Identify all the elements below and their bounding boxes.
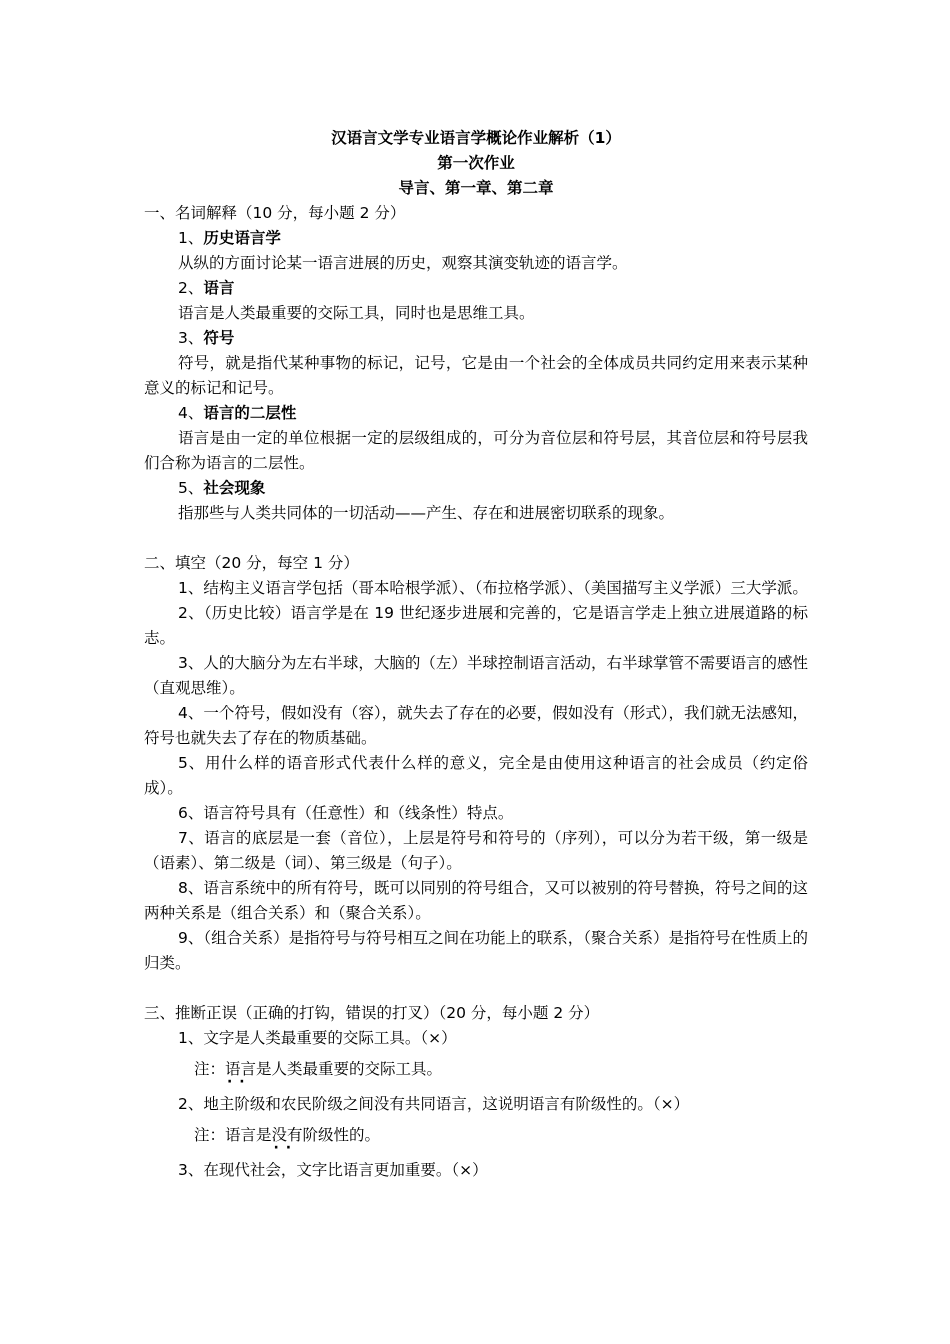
term-definition: 语言是人类最重要的交际工具，同时也是思维工具。 bbox=[178, 304, 535, 322]
term-definition: 指那些与人类共同体的一切活动——产生、存在和进展密切联系的现象。 bbox=[178, 504, 675, 522]
true-false-question: 2、地主阶级和农民阶级之间没有共同语言，这说明语言有阶级性的。（×） bbox=[178, 1095, 690, 1113]
term-name: 语言的二层性 bbox=[203, 404, 297, 422]
term-heading: 3、符号 bbox=[178, 329, 235, 347]
term-name: 语言 bbox=[203, 279, 235, 297]
document-title: 汉语言文学专业语言学概论作业解析（1） bbox=[331, 129, 621, 147]
term-heading: 1、历史语言学 bbox=[178, 229, 281, 247]
term-name: 社会现象 bbox=[203, 479, 266, 497]
section2-heading: 二、填空（20 分，每空 1 分） bbox=[144, 554, 359, 572]
spacer bbox=[144, 526, 808, 551]
true-false-question: 1、文字是人类最重要的交际工具。（×） bbox=[178, 1029, 457, 1047]
document-subtitle: 第一次作业 bbox=[437, 154, 515, 172]
section3-heading: 三、推断正误（正确的打钩，错误的打叉）（20 分，每小题 2 分） bbox=[144, 1004, 600, 1022]
document-page bbox=[144, 126, 808, 1183]
emphasis-marked-text: 没有 · · bbox=[272, 1123, 303, 1148]
fill-blank-item: 8、语言系统中的所有符号，既可以同别的符号组合，又可以被别的符号替换，符号之间的这两种关系是（组合关系）和（聚合关系）。 bbox=[144, 879, 808, 922]
term-definition: 语言是由一定的单位根据一定的层级组成的，可分为音位层和符号层，其音位层和符号层我们合称为语言的二层性。 bbox=[144, 429, 808, 472]
term-name: 历史语言学 bbox=[203, 229, 281, 247]
term-heading: 5、社会现象 bbox=[178, 479, 266, 497]
term-heading: 4、语言的二层性 bbox=[178, 404, 297, 422]
fill-blank-item: 3、人的大脑分为左右半球，大脑的（左）半球控制语言活动，右半球掌管不需要语言的感性（直观思维）。 bbox=[144, 654, 808, 697]
term-heading: 2、语言 bbox=[178, 279, 235, 297]
emphasis-marked-text: 语言 · · bbox=[225, 1057, 256, 1082]
answer-note: 注：语言 · ·是人类最重要的交际工具。 bbox=[144, 1057, 808, 1082]
answer-note: 注：语言是没有 · ·阶级性的。 bbox=[144, 1123, 808, 1148]
true-false-question: 3、在现代社会，文字比语言更加重要。（×） bbox=[178, 1161, 488, 1179]
term-definition: 符号，就是指代某种事物的标记，记号，它是由一个社会的全体成员共同约定用来表示某种意义的标记和记号。 bbox=[144, 354, 808, 397]
fill-blank-item: 5、用什么样的语音形式代表什么样的意义，完全是由使用这种语言的社会成员（约定俗成）。 bbox=[144, 754, 808, 797]
fill-blank-item: 2、（历史比较）语言学是在 19 世纪逐步进展和完善的，它是语言学走上独立进展道路的标志。 bbox=[144, 604, 808, 647]
fill-blank-item: 6、语言符号具有（任意性）和（线条性）特点。 bbox=[178, 804, 514, 822]
fill-blank-item: 1、结构主义语言学包括（哥本哈根学派）、（布拉格学派）、（美国描写主义学派）三大学派。 bbox=[178, 579, 808, 597]
spacer bbox=[144, 976, 808, 1001]
term-definition: 从纵的方面讨论某一语言进展的历史，观察其演变轨迹的语言学。 bbox=[178, 254, 628, 272]
fill-blank-item: 7、语言的底层是一套（音位），上层是符号和符号的（序列），可以分为若干级，第一级是（语素）、第二级是（词）、第三级是（句子）。 bbox=[144, 829, 808, 872]
fill-blank-item: 4、一个符号，假如没有（容），就失去了存在的必要，假如没有（形式），我们就无法感知，符号也就失去了存在的物质基础。 bbox=[144, 704, 808, 747]
section1-heading: 一、名词解释（10 分，每小题 2 分） bbox=[144, 204, 406, 222]
term-name: 符号 bbox=[203, 329, 235, 347]
document-chapters: 导言、第一章、第二章 bbox=[398, 179, 554, 197]
fill-blank-item: 9、（组合关系）是指符号与符号相互之间在功能上的联系，（聚合关系）是指符号在性质上的归类。 bbox=[144, 929, 808, 972]
